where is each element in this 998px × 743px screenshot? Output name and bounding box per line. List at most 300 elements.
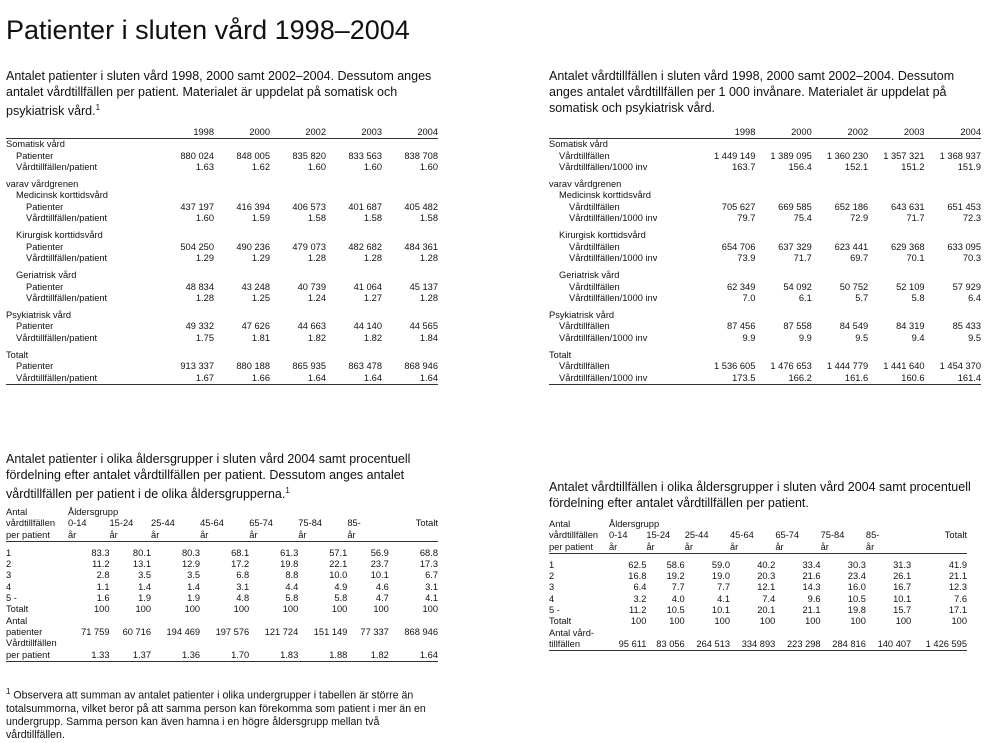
table-cell: 44 140: [353, 321, 382, 332]
table-cell: 406 573: [292, 201, 326, 212]
table-row: [549, 350, 981, 361]
table4-caption: Antalet vårdtillfällen i olika åldersgrupper i sluten vård 2004 samt procentuell fördelning efter antalet vårdtillfällen per patient.: [549, 480, 971, 510]
row-label: Vårdtillfällen/patient: [16, 161, 98, 172]
table-cell: 1.28: [363, 252, 382, 263]
table-cell: 47 626: [241, 321, 270, 332]
table-cell: 1.37: [110, 650, 152, 662]
row-label: Vårdtillfällen: [559, 321, 610, 332]
table-cell: 10.0: [329, 570, 348, 581]
table-cell: 87 456: [726, 321, 756, 332]
table-cell: 3.1: [236, 581, 250, 592]
table-cell: 160.6: [868, 373, 924, 385]
age-group-header: år: [249, 530, 298, 542]
table-cell: 1.66: [214, 373, 270, 385]
age-group-header: år: [775, 542, 820, 554]
table-cell: 7.6: [954, 593, 967, 604]
row-label: varav vårdgrenen: [6, 179, 79, 190]
column-header: 2003: [326, 127, 382, 139]
table-cell: 1.63: [195, 161, 214, 172]
table-row: [6, 253, 438, 264]
table-cell: 868 946: [404, 361, 438, 372]
table-cell: 8.8: [285, 570, 299, 581]
table-cell: 79.7: [737, 213, 756, 224]
row-label: Patienter: [26, 201, 64, 212]
table-cell: 1.88: [298, 650, 347, 662]
table-cell: 14.3: [802, 582, 821, 593]
table-cell: 84 319: [896, 321, 925, 332]
table-cell: 284 816: [821, 639, 866, 651]
table-cell: 654 706: [721, 241, 756, 252]
age-patients-table-head: [6, 507, 438, 541]
table-row: [549, 605, 967, 616]
table-cell: 71.7: [906, 213, 925, 224]
table-cell: 100: [373, 604, 389, 615]
table-cell: 85 433: [952, 321, 981, 332]
table-cell: 1.60: [419, 161, 438, 172]
table-cell: 868 946: [404, 626, 438, 637]
table-cell: 151.9: [957, 161, 981, 172]
table-cell: 70.1: [906, 252, 925, 263]
table-cell: 4.1: [425, 593, 438, 604]
table-cell: 100: [135, 604, 152, 615]
table-row: [6, 582, 438, 593]
table-cell: 637 329: [778, 241, 812, 252]
table-cell: 100: [669, 616, 685, 627]
row-label: Vårdtillfällen/1000 inv: [569, 252, 658, 263]
table-cell: 84 549: [839, 321, 869, 332]
table-cell: 73.9: [737, 252, 756, 263]
age-episodes-table: [549, 519, 967, 651]
age-group-header: 75-84: [820, 530, 845, 541]
table-cell: 5.8: [285, 593, 299, 604]
row-label: Vårdtillfällen: [6, 638, 57, 649]
table-cell: 1.82: [347, 650, 389, 662]
row-label: Totalt: [6, 350, 29, 361]
table-cell: 31.3: [893, 559, 912, 570]
row-label: Vårdtillfällen/patient: [16, 332, 98, 343]
table-cell: 3.1: [425, 581, 438, 592]
table-cell: 5.7: [855, 292, 869, 303]
table-cell: 1.24: [307, 292, 326, 303]
age-group-header: år: [821, 542, 866, 554]
patients-table-body: [6, 139, 438, 385]
table-cell: 1.36: [151, 650, 200, 662]
table-header-row: [6, 507, 438, 518]
table-cell: 7.4: [762, 593, 776, 604]
table-cell: 1.75: [195, 332, 214, 343]
table-cell: 44 663: [297, 321, 326, 332]
age-group-header: år: [200, 530, 249, 542]
table-cell: 57 929: [952, 281, 981, 292]
row-label: Vårdtillfällen/1000 inv: [569, 213, 658, 224]
row-label: Patienter: [16, 321, 54, 332]
table-cell: 4.6: [375, 581, 389, 592]
table-cell: 6.4: [633, 582, 647, 593]
table-cell: 19.8: [847, 605, 866, 616]
table-row: [549, 582, 967, 593]
table-cell: 1.83: [249, 650, 298, 662]
table-cell: 1.4: [138, 581, 152, 592]
table-header-row: [6, 530, 438, 542]
row-label: tillfällen: [549, 639, 609, 651]
table-cell: 83 056: [646, 639, 684, 651]
table-cell: 1.4: [187, 581, 201, 592]
table-row: [549, 616, 967, 627]
table-cell: 1.33: [68, 650, 110, 662]
table-row: [549, 190, 981, 201]
column-header: 2002: [270, 127, 326, 139]
table-cell: 1 454 370: [939, 361, 981, 372]
table-cell: 62 349: [726, 281, 756, 292]
header-cell: [389, 507, 438, 518]
table-cell: 1.62: [251, 161, 270, 172]
table-row: [549, 213, 981, 224]
table-row: [549, 571, 967, 582]
table-row: [6, 373, 438, 385]
table-row: [549, 373, 981, 385]
table-cell: 161.4: [925, 373, 981, 385]
table-cell: 68.8: [419, 547, 438, 558]
age-group-header: 45-64: [200, 518, 224, 529]
footnote-ref: 1: [95, 103, 101, 112]
table-cell: 100: [759, 616, 776, 627]
table-cell: 1 368 937: [939, 150, 981, 161]
table-cell: 416 394: [236, 201, 270, 212]
table-cell: 1 357 321: [883, 150, 925, 161]
row-label: Geriatrisk vård: [16, 270, 77, 281]
footnote-ref: 1: [285, 486, 290, 495]
table-cell: 848 005: [236, 150, 270, 161]
table-row: [549, 139, 981, 151]
table-cell: 334 893: [730, 639, 775, 651]
table-cell: 20.3: [757, 571, 776, 582]
age-group-header: år: [151, 530, 200, 542]
table-row: [6, 190, 438, 201]
table-cell: 7.7: [671, 582, 685, 593]
table-cell: 2.8: [96, 570, 110, 581]
row-header-label: per patient: [6, 530, 68, 542]
table-cell: 12.9: [182, 559, 201, 570]
age-group-header: år: [685, 542, 730, 554]
row-header-label: per patient: [549, 542, 609, 554]
age-group-header: 65-74: [249, 518, 273, 529]
table-cell: 482 682: [348, 241, 382, 252]
table-header-row: [549, 519, 967, 530]
table-cell: 30.3: [847, 559, 866, 570]
care-episodes-table: [549, 127, 981, 385]
table-cell: 161.6: [812, 373, 868, 385]
table-cell: 9.9: [742, 332, 756, 343]
table-cell: 10.1: [711, 605, 731, 616]
table-cell: 9.5: [855, 332, 869, 343]
table-cell: 69.7: [850, 252, 869, 263]
table-cell: 17.3: [419, 559, 438, 570]
total-header: [389, 530, 438, 542]
table-cell: 7.7: [717, 582, 731, 593]
table-cell: 100: [630, 616, 647, 627]
row-label: varav vårdgrenen: [549, 179, 622, 190]
table-row: [6, 179, 438, 190]
table-row: [549, 293, 981, 304]
table-cell: 72.3: [962, 213, 981, 224]
table-cell: 58.6: [666, 559, 685, 570]
total-header: Totalt: [415, 518, 438, 529]
row-label: Vårdtillfällen: [569, 241, 620, 252]
table-cell: 12.3: [948, 582, 967, 593]
page-title: Patienter i sluten vård 1998–2004: [6, 15, 410, 45]
row-label: Totalt: [6, 604, 29, 615]
table-cell: 72.9: [850, 213, 869, 224]
row-label: Somatisk vård: [6, 139, 65, 150]
age-group-header: 75-84: [298, 518, 323, 529]
table-cell: 57.1: [329, 547, 348, 558]
table-cell: 264 513: [685, 639, 730, 651]
table-header-row: [6, 127, 438, 139]
table-row: [549, 242, 981, 253]
age-group-header: 85-: [347, 518, 361, 529]
table-cell: 16.7: [893, 582, 912, 593]
table-cell: 223 298: [775, 639, 820, 651]
table-cell: 100: [895, 616, 912, 627]
table-row: [549, 361, 981, 372]
row-label: Medicinsk korttidsvård: [16, 190, 108, 201]
table-cell: 1 389 095: [770, 150, 812, 161]
age-group-header: 25-44: [684, 530, 709, 541]
table-cell: 1 441 640: [883, 361, 925, 372]
table-cell: 880 024: [180, 150, 214, 161]
age-group-header: 15-24: [109, 518, 134, 529]
table-row: [549, 202, 981, 213]
column-header: 2003: [868, 127, 924, 139]
age-group-label: Åldersgrupp: [68, 507, 119, 517]
table-cell: 121 724: [264, 626, 299, 637]
table-cell: 50 752: [839, 281, 869, 292]
table-cell: 865 935: [292, 361, 326, 372]
table-cell: 9.6: [807, 593, 821, 604]
table-cell: 401 687: [348, 201, 382, 212]
table-cell: 1.28: [307, 252, 326, 263]
table-cell: 6.4: [968, 292, 981, 303]
table-cell: 44 565: [409, 321, 438, 332]
column-header: 2004: [382, 127, 438, 139]
table-cell: 11.2: [628, 605, 647, 616]
table-cell: 6.1: [798, 292, 812, 303]
table-row: [6, 627, 438, 638]
table-cell: 1 449 149: [714, 150, 756, 161]
table-cell: 643 631: [890, 201, 925, 212]
table-cell: 60 716: [122, 626, 152, 637]
table-cell: 4.4: [285, 581, 299, 592]
row-header-label: Antal: [6, 507, 28, 517]
row-header-label: Antal: [549, 519, 571, 529]
table-row: [6, 162, 438, 173]
age-episodes-table-head: [549, 519, 967, 553]
age-group-header: år: [110, 530, 152, 542]
row-label: Totalt: [549, 616, 572, 627]
table-row: [6, 310, 438, 321]
row-label: 3: [6, 570, 12, 581]
table-cell: 880 188: [236, 361, 270, 372]
table-cell: 1.58: [419, 213, 438, 224]
row-label: Antal vård-: [549, 627, 594, 638]
table-cell: 77 337: [360, 626, 389, 637]
table-cell: 194 469: [166, 626, 201, 637]
age-patients-table-body: [6, 541, 438, 661]
table-cell: 173.5: [699, 373, 755, 385]
row-label: Vårdtillfällen/1000 inv: [569, 292, 658, 303]
table-cell: 4.8: [236, 593, 250, 604]
table-cell: 197 576: [215, 626, 250, 637]
table-cell: 151 149: [313, 626, 348, 637]
table-cell: 1.29: [195, 252, 214, 263]
column-header: 2004: [925, 127, 981, 139]
table-cell: 56.9: [370, 547, 389, 558]
table-cell: 633 095: [947, 241, 981, 252]
column-header: 2000: [214, 127, 270, 139]
table-row: [549, 230, 981, 241]
table-cell: 1.60: [195, 213, 214, 224]
table-cell: 17.2: [231, 559, 250, 570]
total-header: Totalt: [944, 530, 967, 541]
table-cell: 68.1: [231, 547, 250, 558]
table-row: [6, 548, 438, 559]
table-cell: 33.4: [802, 559, 821, 570]
table-cell: 1.82: [363, 332, 382, 343]
table-row: [6, 616, 438, 627]
footnote-mark: 1: [6, 687, 11, 696]
table-cell: 9.9: [798, 332, 812, 343]
row-label: Psykiatrisk vård: [6, 310, 72, 321]
table-row: [6, 593, 438, 604]
table-cell: 100: [282, 604, 299, 615]
table-cell: 45 137: [409, 281, 438, 292]
table-cell: 19.2: [666, 571, 685, 582]
table-cell: 83.3: [91, 547, 110, 558]
row-label: 4: [549, 593, 555, 604]
table-cell: 7.0: [742, 292, 756, 303]
row-label: Somatisk vård: [549, 139, 608, 150]
table-cell: 4.9: [334, 581, 348, 592]
table-cell: 13.1: [132, 559, 152, 570]
table-cell: 70.3: [962, 252, 981, 263]
table-cell: 166.2: [755, 373, 811, 385]
row-header-label: vårdtillfällen: [549, 530, 599, 541]
row-label: Vårdtillfällen/patient: [26, 213, 108, 224]
table-cell: 71.7: [793, 252, 812, 263]
table-row: [6, 242, 438, 253]
table-cell: 669 585: [778, 201, 812, 212]
table-row: [549, 333, 981, 344]
row-label: Vårdtillfällen/1000 inv: [549, 373, 699, 385]
table-row: [6, 321, 438, 332]
table-cell: 40.2: [757, 559, 776, 570]
table2-caption: Antalet vårdtillfällen i sluten vård 1998, 2000 samt 2002–2004. Dessutom anges antalet vårdtillfällen per 1 000 invånare. Materialet är uppdelat på somatisk och psykiatrisk vård.: [549, 69, 955, 115]
table-cell: 1.25: [251, 292, 270, 303]
row-label: Patienter: [26, 241, 64, 252]
table-cell: 405 482: [404, 201, 438, 212]
table-cell: 10.1: [370, 570, 389, 581]
table-cell: 20.1: [757, 605, 776, 616]
table-cell: 21.1: [802, 605, 821, 616]
table-cell: 1.28: [195, 292, 214, 303]
table-row: [6, 350, 438, 361]
table-cell: 100: [422, 604, 438, 615]
table-row: [549, 282, 981, 293]
table-cell: 1.64: [326, 373, 382, 385]
age-group-header: 0-14: [68, 518, 87, 529]
row-label: Vårdtillfällen/patient: [6, 373, 158, 385]
table3-caption: Antalet patienter i olika åldersgrupper i sluten vård 2004 samt procentuell fördelning efter antalet vårdtillfällen per patient. Dessutom anges antalet vårdtillfällen per patient i de olika åldersgrupperna.$^1$: [6, 452, 411, 502]
table-cell: 833 563: [348, 150, 382, 161]
table-cell: 652 186: [834, 201, 869, 212]
table-cell: 100: [951, 616, 967, 627]
table-cell: 4.7: [375, 593, 389, 604]
table-cell: 1.60: [307, 161, 326, 172]
table-cell: 23.7: [370, 559, 389, 570]
table-cell: 4.1: [717, 593, 731, 604]
table-row: [6, 230, 438, 241]
table-cell: 100: [850, 616, 866, 627]
table-cell: 1.67: [158, 373, 214, 385]
footnote: $^1$ Observera att summan av antalet patienter i olika undergrupper i tabellen är större än totalsummorna, vilket beror på att samma person kan förekomma som patient i mer än en undergrupp. Samma person kan även hamna i en högre åldersgrupp mellan två vårdtillfällen.: [6, 687, 426, 741]
table-cell: 1.29: [251, 252, 270, 263]
table-cell: 26.1: [893, 571, 912, 582]
row-label: Psykiatrisk vård: [549, 310, 615, 321]
table-cell: 1.58: [307, 213, 326, 224]
row-label: 4: [6, 581, 12, 592]
table-row: [6, 333, 438, 344]
table-cell: 80.3: [182, 547, 201, 558]
row-label: 3: [549, 582, 555, 593]
age-group-header: år: [866, 542, 911, 554]
table-row: [6, 282, 438, 293]
table-cell: 504 250: [180, 241, 214, 252]
row-label: 2: [549, 571, 555, 582]
table-cell: 1 360 230: [826, 150, 869, 161]
table-header-row: [549, 530, 967, 541]
table-row: [549, 321, 981, 332]
table-cell: 1 536 605: [714, 361, 756, 372]
table-cell: 61.3: [280, 547, 299, 558]
table-cell: 1.70: [200, 650, 249, 662]
table-cell: 3.5: [187, 570, 201, 581]
table-cell: 4.0: [671, 593, 685, 604]
table-cell: 163.7: [732, 161, 756, 172]
age-group-header: 65-74: [775, 530, 800, 541]
table-header-row: [549, 542, 967, 554]
age-group-label: Åldersgrupp: [609, 519, 660, 529]
table-cell: 1.64: [382, 373, 438, 385]
age-group-header: 45-64: [730, 530, 754, 541]
age-patients-table: [6, 507, 438, 662]
table-cell: 62.5: [628, 559, 647, 570]
table-row: [549, 270, 981, 281]
table-row: [549, 560, 967, 571]
table-cell: 5.8: [911, 292, 925, 303]
row-label: per patient: [6, 650, 68, 662]
table-cell: 59.0: [711, 559, 731, 570]
table-cell: 156.4: [788, 161, 812, 172]
age-group-header: 0-14: [609, 530, 628, 541]
table-cell: 1.58: [363, 213, 382, 224]
row-label: Vårdtillfällen: [569, 281, 620, 292]
table-cell: 100: [184, 604, 201, 615]
table-cell: 100: [94, 604, 110, 615]
table1-caption: Antalet patienter i sluten vård 1998, 2000 samt 2002–2004. Dessutom anges antalet vårdtillfällen per patient. Materialet är uppdelat på somatisk och psykiatrisk vård.$^1$: [6, 69, 432, 119]
table-cell: 479 073: [292, 241, 326, 252]
table-row: [6, 570, 438, 581]
table-cell: 651 453: [947, 201, 981, 212]
